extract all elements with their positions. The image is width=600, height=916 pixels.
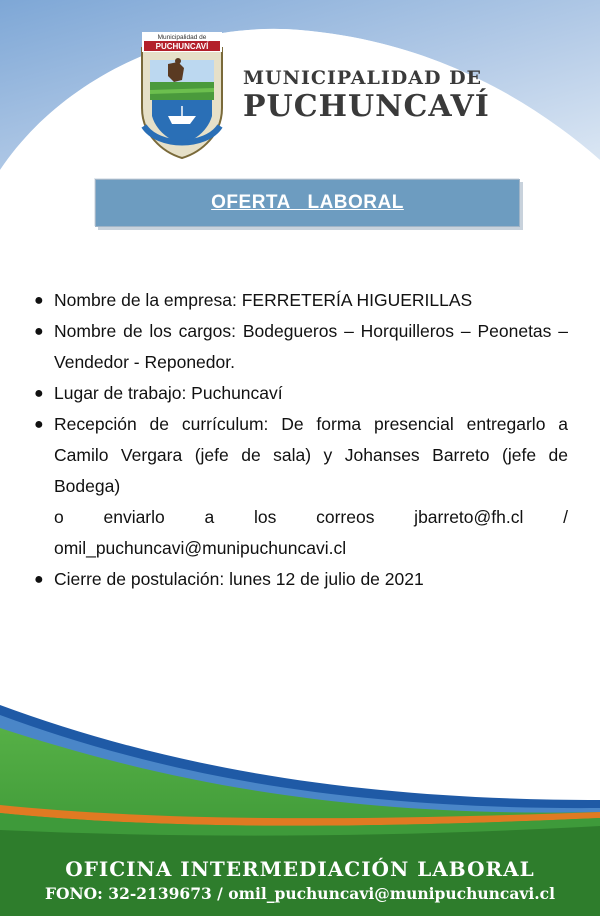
bullet-icon: ● <box>34 323 44 340</box>
list-item-extra-line: o enviarlo a los correos jbarreto@fh.cl / <box>54 507 568 527</box>
list-item-reception <box>30 409 568 564</box>
bullet-icon: ● <box>34 385 44 402</box>
title-banner <box>95 179 520 227</box>
brand-line-2: PUCHUNCAVÍ <box>243 89 490 124</box>
bullet-icon: ● <box>34 416 44 433</box>
bullet-icon: ● <box>34 571 44 588</box>
footer-office-title: OFICINA INTERMEDIACIÓN LABORAL <box>65 857 535 881</box>
list-item-text: Nombre de la empresa: FERRETERÍA HIGUERILLAS <box>54 290 473 310</box>
list-item-text: Lugar de trabajo: Puchuncaví <box>54 383 283 403</box>
brand-line-1: MUNICIPALIDAD DE <box>243 67 483 89</box>
municipality-brand <box>243 66 490 124</box>
municipal-crest-logo <box>138 30 226 160</box>
list-item-deadline <box>30 564 568 595</box>
list-item-workplace <box>30 378 568 409</box>
list-item-text: Nombre de los cargos: Bodegueros – Horquilleros – Peonetas – Vendedor - Reponedor. <box>54 321 568 372</box>
crest-label-name: PUCHUNCAVÍ <box>155 42 209 51</box>
page-title: OFERTA LABORAL <box>211 192 404 213</box>
crest-label-top: Municipalidad de <box>157 34 207 41</box>
list-item-text: Recepción de currículum: De forma presencial entregarlo a Camilo Vergara (jefe de sala) y Johanses Barreto (jefe de Bodega) <box>54 414 568 496</box>
list-item-positions <box>30 316 568 378</box>
footer-contact-info: FONO: 32-2139673 / omil_puchuncavi@munipuchuncavi.cl <box>44 884 556 903</box>
list-item-extra-line-2: omil_puchuncavi@munipuchuncavi.cl <box>54 538 347 558</box>
list-item-text: Cierre de postulación: lunes 12 de julio de 2021 <box>54 569 424 589</box>
list-item-company <box>30 285 568 316</box>
bullet-icon: ● <box>34 292 44 309</box>
job-details-list <box>30 285 568 595</box>
